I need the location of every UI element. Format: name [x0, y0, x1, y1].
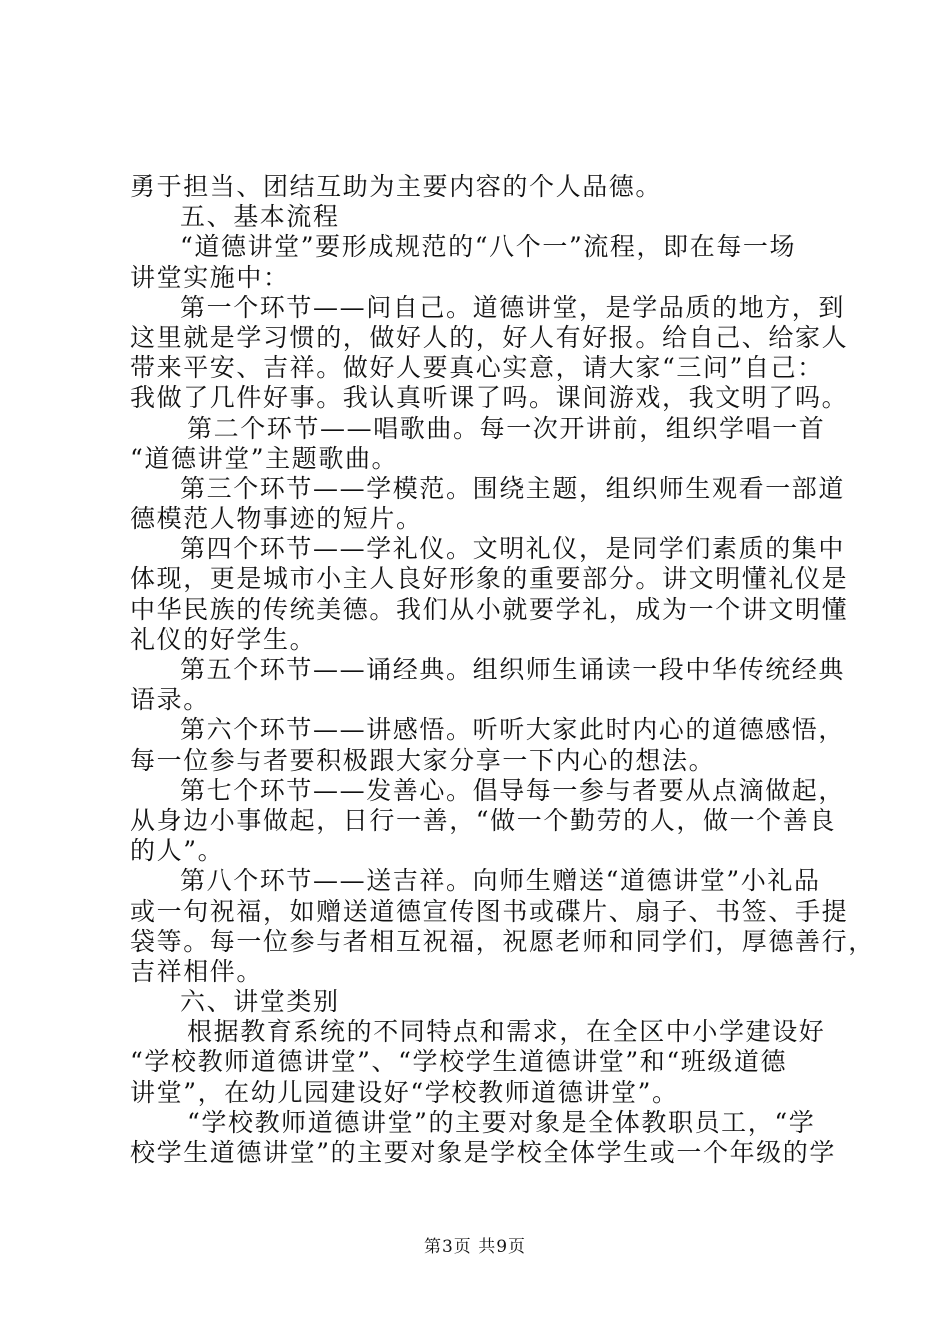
text-line: 礼仪的好学生。: [130, 624, 317, 654]
text-line: 第七个环节——发善心。倡导每一参与者要从点滴做起，: [180, 775, 846, 805]
text-line: 第八个环节——送吉祥。向师生赠送“道德讲堂”小礼品: [180, 866, 821, 896]
text-line: 第三个环节——学模范。围绕主题，组织师生观看一部道: [180, 473, 846, 503]
text-line: 这里就是学习惯的，做好人的，好人有好报。给自己、给家人: [130, 322, 849, 352]
text-line: 第六个环节——讲感悟。听听大家此时内心的道德感悟，: [180, 715, 846, 745]
text-line: 中华民族的传统美德。我们从小就要学礼，成为一个讲文明懂: [130, 594, 849, 624]
text-line: 我做了几件好事。我认真听课了吗。课间游戏，我文明了吗。: [130, 383, 849, 413]
text-line: 吉祥相伴。: [130, 956, 264, 986]
text-line: 从身边小事做起，日行一善，“做一个勤劳的人，做一个善良: [130, 805, 836, 835]
text-line: 带来平安、吉祥。做好人要真心实意，请大家“三问”自己：: [130, 353, 824, 383]
page-footer: 第3页 共9页: [423, 1237, 527, 1257]
text-line: “学校教师道德讲堂”、“学校学生道德讲堂”和“班级道德: [130, 1047, 788, 1077]
text-line: 六、讲堂类别: [180, 987, 340, 1017]
text-line: “学校教师道德讲堂”的主要对象是全体教职员工，“学: [187, 1107, 816, 1137]
text-line: 德模范人物事迹的短片。: [130, 504, 423, 534]
text-line: 每一位参与者要积极跟大家分享一下内心的想法。: [130, 745, 716, 775]
text-line: 校学生道德讲堂”的主要对象是学校全体学生或一个年级的学: [130, 1138, 836, 1167]
text-line: 的人”。: [130, 836, 225, 866]
text-line: 语录。: [130, 685, 210, 715]
text-line: “道德讲堂”要形成规范的“八个一”流程，即在每一场: [180, 232, 797, 262]
text-line: 第二个环节——唱歌曲。每一次开讲前，组织学唱一首: [187, 413, 826, 443]
text-line: 或一句祝福，如赠送道德宣传图书或碟片、扇子、书签、手提: [130, 896, 849, 926]
text-line: 袋等。每一位参与者相互祝福，祝愿老师和同学们，厚德善行，: [130, 926, 875, 956]
text-line: “道德讲堂”主题歌曲。: [130, 443, 399, 473]
text-line: 勇于担当、团结互助为主要内容的个人品德。: [130, 172, 663, 201]
text-line: 根据教育系统的不同特点和需求，在全区中小学建设好: [187, 1017, 826, 1047]
text-line: 五、基本流程: [180, 202, 340, 232]
text-line: 第四个环节——学礼仪。文明礼仪，是同学们素质的集中: [180, 534, 846, 564]
text-line: 讲堂实施中：: [130, 262, 290, 292]
body-text: [130, 172, 875, 1168]
text-line: 讲堂”，在幼儿园建设好“学校教师道德讲堂”。: [130, 1077, 679, 1107]
text-line: 体现，更是城市小主人良好形象的重要部分。讲文明懂礼仪是: [130, 564, 849, 594]
text-line: 第五个环节——诵经典。组织师生诵读一段中华传统经典: [180, 655, 846, 684]
text-line: 第一个环节——问自己。道德讲堂，是学品质的地方，到: [180, 292, 846, 322]
